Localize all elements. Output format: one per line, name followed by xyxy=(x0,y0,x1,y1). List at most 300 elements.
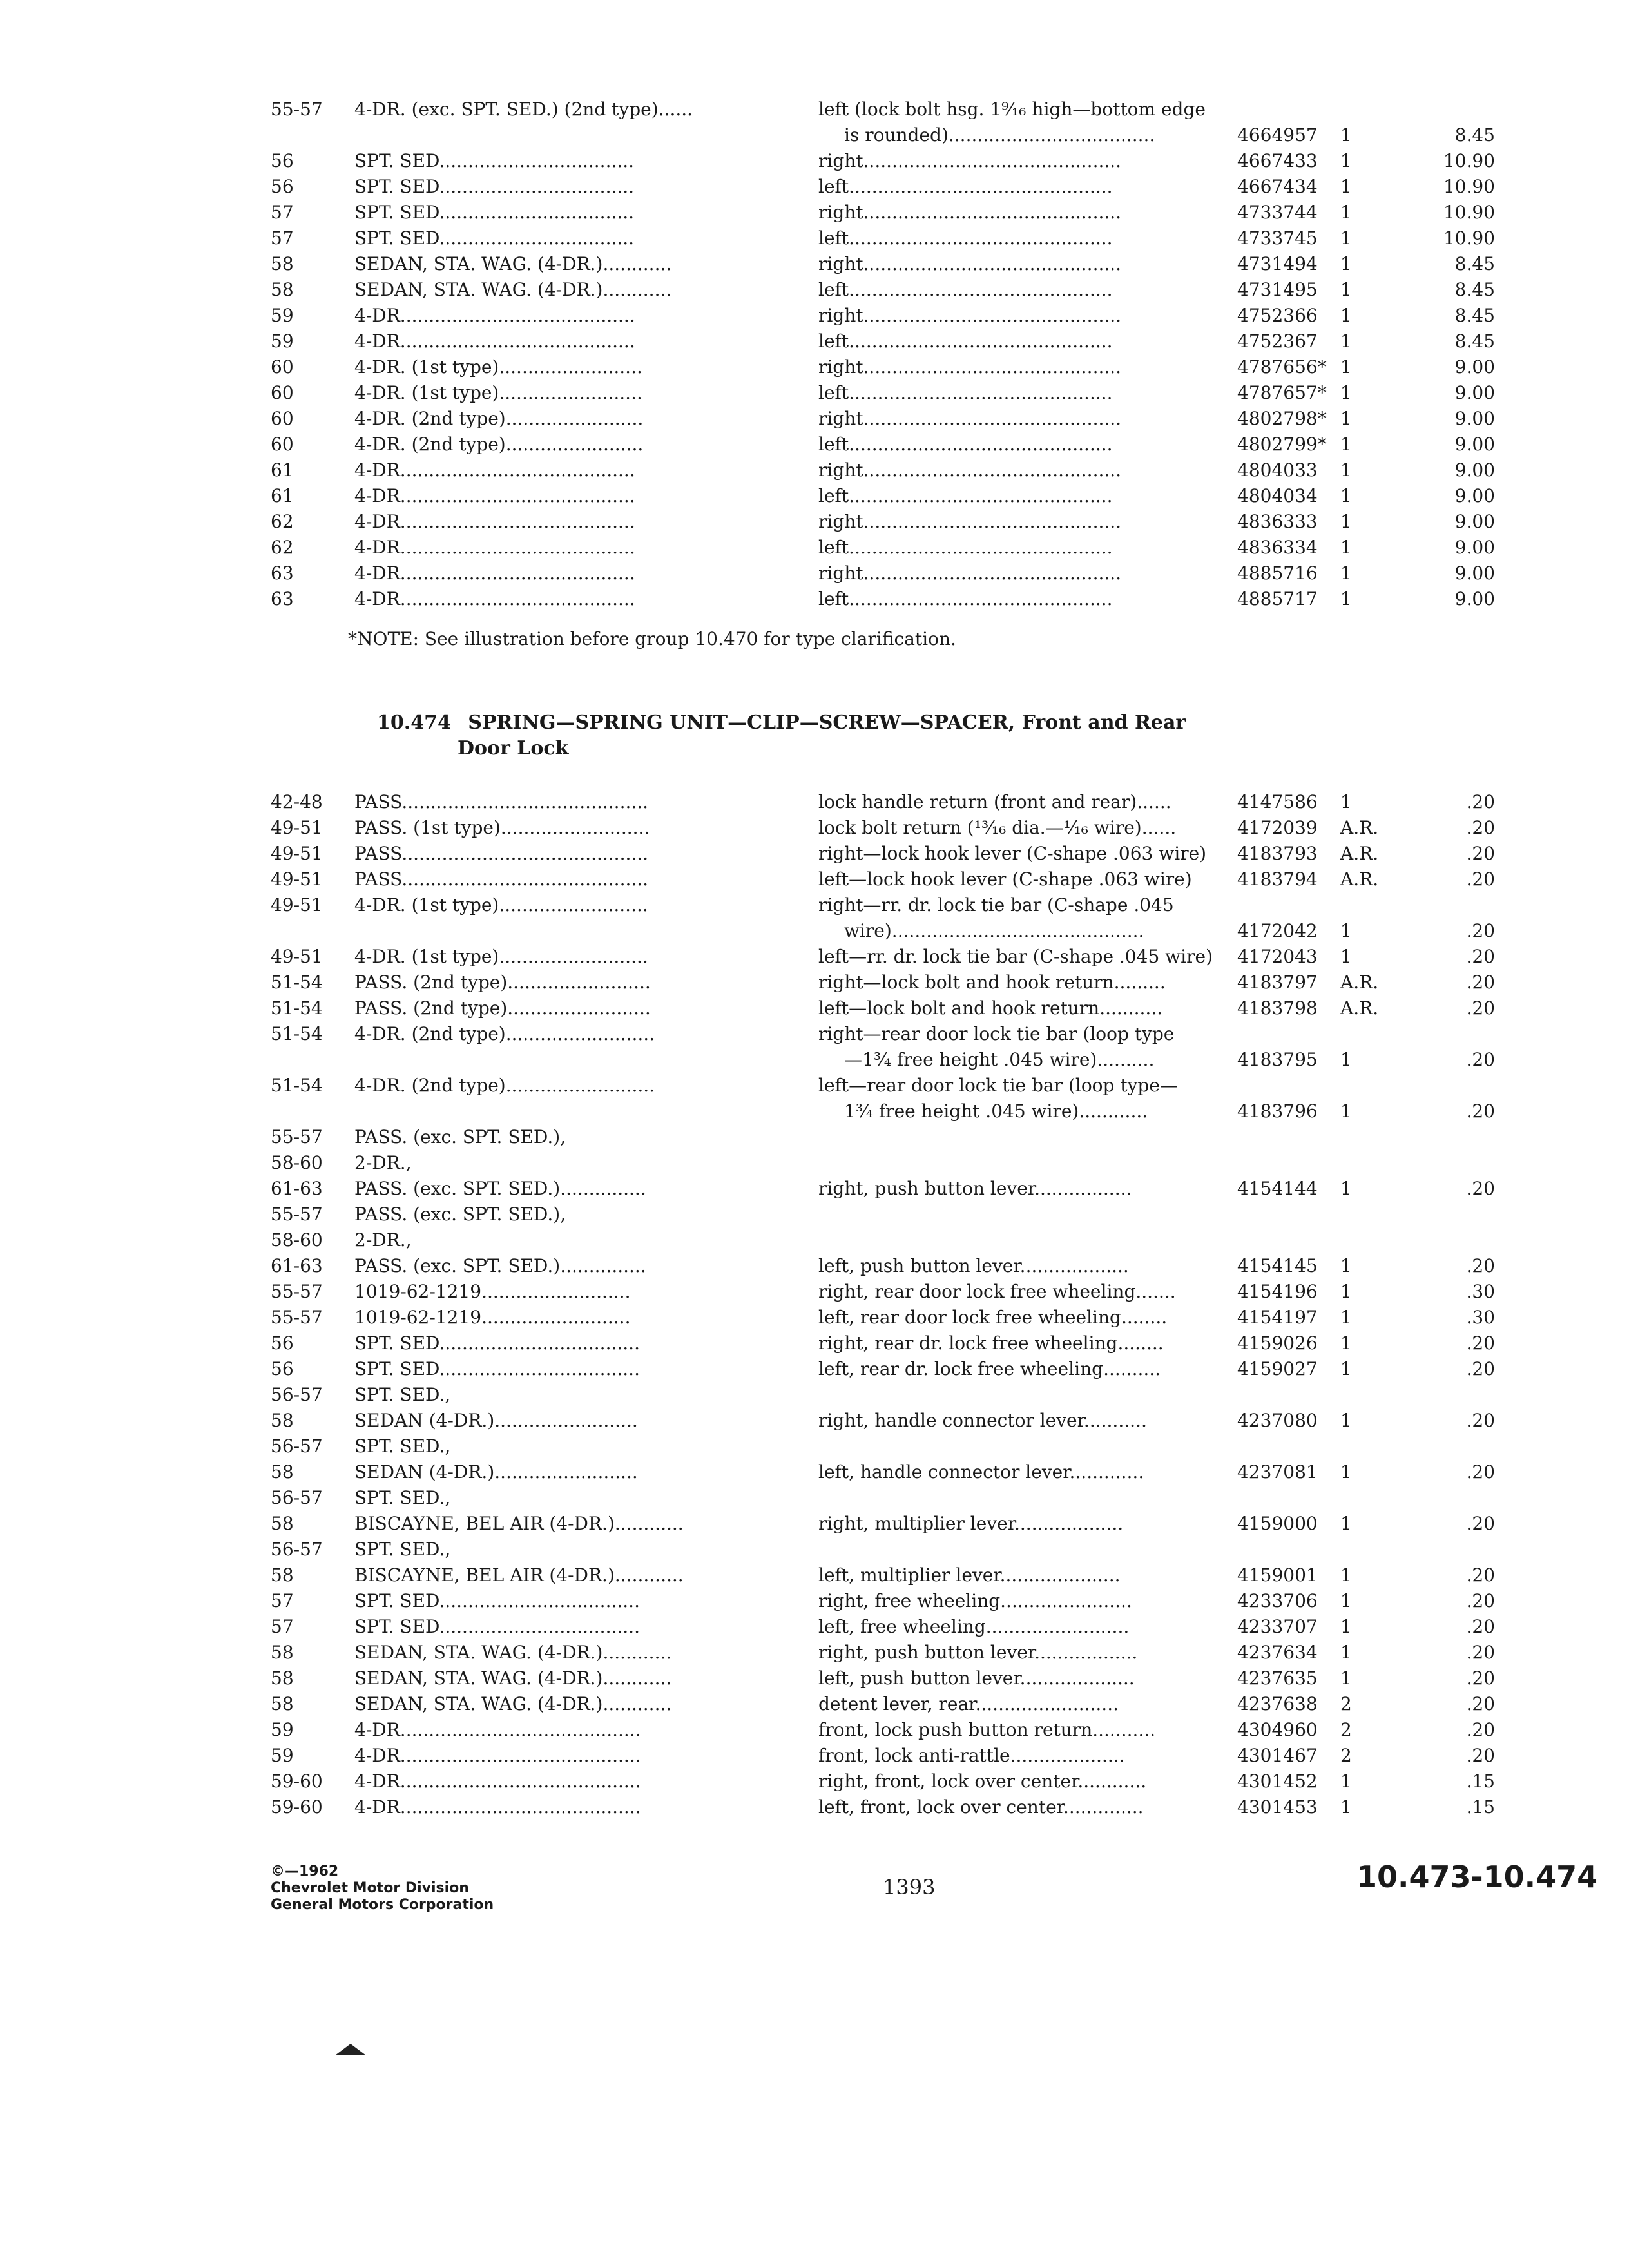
model-year: 55-57 xyxy=(271,1204,323,1225)
model-year: 63 xyxy=(271,588,294,610)
part-number: 4183798 xyxy=(1237,997,1318,1019)
description-line: right............................................. xyxy=(818,562,1122,584)
description-line: left—lock bolt and hook return........... xyxy=(818,997,1163,1019)
model-year: 49-51 xyxy=(271,817,323,838)
model-year: 62 xyxy=(271,511,294,532)
part-number: 4667434 xyxy=(1237,176,1318,197)
table-row xyxy=(271,97,1527,148)
description-line: lock bolt return (¹³⁄₁₆ dia.—¹⁄₁₆ wire)...... xyxy=(818,817,1177,838)
model-year: 59 xyxy=(271,1719,294,1740)
table-row xyxy=(271,1562,1527,1588)
model-year: 58 xyxy=(271,1642,294,1663)
table-row xyxy=(271,1794,1527,1820)
part-number: 4154197 xyxy=(1237,1307,1318,1328)
model-year: 57 xyxy=(271,1590,294,1611)
part-number: 4154144 xyxy=(1237,1178,1318,1199)
model-year: 61 xyxy=(271,485,294,506)
model-year: 55-57 xyxy=(271,1281,323,1302)
model-name: SPT. SED., xyxy=(354,1487,451,1508)
price: .20 xyxy=(1466,817,1495,838)
quantity: 1 xyxy=(1340,459,1352,481)
model-name: PASS. (exc. SPT. SED.), xyxy=(354,1204,566,1225)
model-name: 4-DR......................................... xyxy=(354,485,635,506)
parts-table-top xyxy=(271,97,1527,612)
model-year: 59-60 xyxy=(271,1796,323,1818)
model-year: 61 xyxy=(271,459,294,481)
model-name: PASS........................................... xyxy=(354,869,649,890)
table-row xyxy=(271,1382,1527,1408)
part-number: 4301453 xyxy=(1237,1796,1318,1818)
model-name: PASS. (exc. SPT. SED.)............... xyxy=(354,1255,646,1276)
table-row xyxy=(271,354,1527,380)
description-line: right—lock hook lever (C-shape .063 wire) xyxy=(818,843,1207,864)
price: .20 xyxy=(1466,1667,1495,1689)
price: .20 xyxy=(1466,1513,1495,1534)
model-year: 56 xyxy=(271,1332,294,1354)
quantity: 1 xyxy=(1340,920,1352,941)
description-line: left.............................................. xyxy=(818,434,1113,455)
part-number: 4304960 xyxy=(1237,1719,1318,1740)
model-year: 58 xyxy=(271,1461,294,1483)
table-row xyxy=(271,841,1527,867)
part-number: 4159027 xyxy=(1237,1358,1318,1379)
table-row xyxy=(271,1124,1527,1150)
part-number: 4802799* xyxy=(1237,434,1327,455)
part-number: 4172043 xyxy=(1237,946,1318,967)
model-name: 4-DR.......................................... xyxy=(354,1796,641,1818)
quantity: 1 xyxy=(1340,150,1352,171)
description-line: right, rear door lock free wheeling....... xyxy=(818,1281,1176,1302)
quantity: 1 xyxy=(1340,1642,1352,1663)
description-line: right............................................. xyxy=(818,511,1122,532)
table-row xyxy=(271,1485,1527,1511)
part-number: 4802798* xyxy=(1237,408,1327,429)
model-year: 56 xyxy=(271,150,294,171)
model-name: BISCAYNE, BEL AIR (4-DR.)............ xyxy=(354,1513,684,1534)
model-year: 58 xyxy=(271,1513,294,1534)
description-line: left.............................................. xyxy=(818,382,1113,403)
description-line: left, rear dr. lock free wheeling.......... xyxy=(818,1358,1161,1379)
model-year: 58 xyxy=(271,1667,294,1689)
price: 8.45 xyxy=(1454,124,1495,146)
part-number: 4183794 xyxy=(1237,869,1318,890)
price: .20 xyxy=(1466,1745,1495,1766)
table-row xyxy=(271,1227,1527,1253)
price: .20 xyxy=(1466,1719,1495,1740)
model-name: PASS. (2nd type)......................... xyxy=(354,972,651,993)
model-year: 58 xyxy=(271,1564,294,1586)
model-name: SEDAN, STA. WAG. (4-DR.)............ xyxy=(354,1642,672,1663)
table-row xyxy=(271,1459,1527,1485)
description-line: left—lock hook lever (C-shape .063 wire) xyxy=(818,869,1192,890)
price: 10.90 xyxy=(1443,227,1495,249)
price: 8.45 xyxy=(1454,253,1495,274)
table-row xyxy=(271,251,1527,277)
description-line: left.............................................. xyxy=(818,588,1113,610)
model-name: 4-DR. (2nd type).......................... xyxy=(354,1023,655,1044)
model-name: 4-DR. (2nd type)........................ xyxy=(354,434,644,455)
model-name: PASS. (exc. SPT. SED.), xyxy=(354,1126,566,1148)
part-number: 4787656* xyxy=(1237,356,1327,378)
description-line: left, push button lever................... xyxy=(818,1255,1129,1276)
price: 10.90 xyxy=(1443,176,1495,197)
price: 9.00 xyxy=(1454,434,1495,455)
part-number: 4233706 xyxy=(1237,1590,1318,1611)
model-name: PASS. (2nd type)......................... xyxy=(354,997,651,1019)
model-name: BISCAYNE, BEL AIR (4-DR.)............ xyxy=(354,1564,684,1586)
page-number: 1393 xyxy=(883,1875,936,1899)
quantity: 1 xyxy=(1340,1590,1352,1611)
table-row xyxy=(271,1769,1527,1794)
model-year: 60 xyxy=(271,382,294,403)
quantity: 1 xyxy=(1340,791,1352,812)
table-row xyxy=(271,406,1527,432)
price: .20 xyxy=(1466,1255,1495,1276)
quantity: 1 xyxy=(1340,305,1352,326)
model-name: 4-DR......................................... xyxy=(354,511,635,532)
model-year: 58-60 xyxy=(271,1152,323,1173)
model-year: 56 xyxy=(271,1358,294,1379)
price: .15 xyxy=(1466,1796,1495,1818)
table-row xyxy=(271,1408,1527,1434)
model-year: 63 xyxy=(271,562,294,584)
table-row xyxy=(271,1305,1527,1331)
quantity: 1 xyxy=(1340,562,1352,584)
model-year: 49-51 xyxy=(271,946,323,967)
table-row xyxy=(271,1021,1527,1073)
table-row xyxy=(271,535,1527,561)
model-year: 57 xyxy=(271,1616,294,1637)
description-line: left, rear door lock free wheeling........ xyxy=(818,1307,1168,1328)
price: .20 xyxy=(1466,843,1495,864)
model-year: 42-48 xyxy=(271,791,323,812)
model-name: 4-DR. (1st type)......................... xyxy=(354,356,642,378)
price: 9.00 xyxy=(1454,562,1495,584)
table-row xyxy=(271,1150,1527,1176)
description-line: detent lever, rear......................... xyxy=(818,1693,1119,1715)
price: .20 xyxy=(1466,869,1495,890)
model-name: 4-DR. (1st type).......................... xyxy=(354,946,648,967)
quantity: 1 xyxy=(1340,1358,1352,1379)
quantity: 1 xyxy=(1340,202,1352,223)
table-row xyxy=(271,1356,1527,1382)
price: .20 xyxy=(1466,1590,1495,1611)
model-year: 62 xyxy=(271,537,294,558)
model-year: 58 xyxy=(271,253,294,274)
table-row xyxy=(271,1743,1527,1769)
model-year: 59-60 xyxy=(271,1771,323,1792)
price: .15 xyxy=(1466,1771,1495,1792)
quantity: A.R. xyxy=(1340,997,1379,1019)
quantity: 2 xyxy=(1340,1745,1352,1766)
price: .20 xyxy=(1466,1616,1495,1637)
part-number: 4237635 xyxy=(1237,1667,1318,1689)
model-year: 58 xyxy=(271,1410,294,1431)
table-row xyxy=(271,148,1527,174)
model-year: 49-51 xyxy=(271,843,323,864)
section-number: 10.474 xyxy=(377,711,451,734)
model-name: SPT. SED.................................. xyxy=(354,150,635,171)
part-number: 4752366 xyxy=(1237,305,1318,326)
table-row xyxy=(271,815,1527,841)
quantity: 1 xyxy=(1340,1564,1352,1586)
description-line: right, push button lever.................. xyxy=(818,1642,1138,1663)
table-row xyxy=(271,329,1527,354)
part-number: 4154196 xyxy=(1237,1281,1318,1302)
description-line: 1¾ free height .045 wire)............ xyxy=(844,1100,1148,1122)
description-line: right............................................. xyxy=(818,253,1122,274)
price: 10.90 xyxy=(1443,202,1495,223)
price: .20 xyxy=(1466,946,1495,967)
part-number: 4804033 xyxy=(1237,459,1318,481)
model-name: PASS........................................... xyxy=(354,791,649,812)
description-line: left, multiplier lever..................... xyxy=(818,1564,1121,1586)
model-year: 55-57 xyxy=(271,1307,323,1328)
part-number: 4159026 xyxy=(1237,1332,1318,1354)
part-number: 4154145 xyxy=(1237,1255,1318,1276)
quantity: 1 xyxy=(1340,511,1352,532)
quantity: 1 xyxy=(1340,1307,1352,1328)
model-name: SPT. SED.................................. xyxy=(354,202,635,223)
description-line: left.............................................. xyxy=(818,227,1113,249)
section-heading xyxy=(377,710,1247,762)
part-number: 4836334 xyxy=(1237,537,1318,558)
quantity: A.R. xyxy=(1340,869,1379,890)
table-row xyxy=(271,944,1527,970)
price: .30 xyxy=(1466,1307,1495,1328)
table-row xyxy=(271,1253,1527,1279)
model-name: 4-DR. (1st type)......................... xyxy=(354,382,642,403)
part-number: 4885716 xyxy=(1237,562,1318,584)
part-number: 4183797 xyxy=(1237,972,1318,993)
table-row xyxy=(271,1511,1527,1537)
price: 8.45 xyxy=(1454,331,1495,352)
model-year: 51-54 xyxy=(271,997,323,1019)
table-row xyxy=(271,509,1527,535)
table-row xyxy=(271,483,1527,509)
quantity: 1 xyxy=(1340,1100,1352,1122)
description-line: right............................................. xyxy=(818,356,1122,378)
model-name: 4-DR.......................................... xyxy=(354,1719,641,1740)
description-line: left.............................................. xyxy=(818,176,1113,197)
description-line: left, handle connector lever............. xyxy=(818,1461,1144,1483)
price: .20 xyxy=(1466,1693,1495,1715)
model-year: 57 xyxy=(271,227,294,249)
model-year: 61-63 xyxy=(271,1255,323,1276)
table-row xyxy=(271,1202,1527,1227)
price: 9.00 xyxy=(1454,356,1495,378)
part-number: 4159000 xyxy=(1237,1513,1318,1534)
model-year: 55-57 xyxy=(271,1126,323,1148)
model-name: 4-DR......................................... xyxy=(354,562,635,584)
model-name: 2-DR., xyxy=(354,1229,412,1251)
table-row xyxy=(271,277,1527,303)
part-number: 4301467 xyxy=(1237,1745,1318,1766)
description-line: right—rr. dr. lock tie bar (C-shape .045 xyxy=(818,894,1174,916)
quantity: 1 xyxy=(1340,1461,1352,1483)
quantity: A.R. xyxy=(1340,972,1379,993)
part-number: 4664957 xyxy=(1237,124,1318,146)
table-row xyxy=(271,1279,1527,1305)
quantity: 1 xyxy=(1340,1178,1352,1199)
part-number: 4183795 xyxy=(1237,1049,1318,1070)
part-number: 4885717 xyxy=(1237,588,1318,610)
table-row xyxy=(271,995,1527,1021)
part-number: 4731495 xyxy=(1237,279,1318,300)
price: 9.00 xyxy=(1454,511,1495,532)
price: .20 xyxy=(1466,1410,1495,1431)
description-line: right............................................. xyxy=(818,305,1122,326)
model-year: 61-63 xyxy=(271,1178,323,1199)
description-line: right, rear dr. lock free wheeling........ xyxy=(818,1332,1164,1354)
model-year: 60 xyxy=(271,434,294,455)
model-year: 56-57 xyxy=(271,1539,323,1560)
price: .20 xyxy=(1466,1642,1495,1663)
model-year: 56-57 xyxy=(271,1384,323,1405)
model-year: 60 xyxy=(271,408,294,429)
quantity: 1 xyxy=(1340,331,1352,352)
quantity: 1 xyxy=(1340,356,1352,378)
table-row xyxy=(271,1073,1527,1124)
part-number: 4804034 xyxy=(1237,485,1318,506)
model-name: 4-DR. (1st type).......................... xyxy=(354,894,648,916)
part-number: 4172042 xyxy=(1237,920,1318,941)
quantity: 1 xyxy=(1340,946,1352,967)
quantity: 1 xyxy=(1340,588,1352,610)
table-row xyxy=(271,1176,1527,1202)
quantity: 1 xyxy=(1340,485,1352,506)
table-row xyxy=(271,970,1527,995)
table-row xyxy=(271,1331,1527,1356)
type-note: *NOTE: See illustration before group 10.470 for type clarification. xyxy=(348,628,956,649)
price: 9.00 xyxy=(1454,382,1495,403)
publisher-block xyxy=(271,1863,494,1914)
section-title: SPRING—SPRING UNIT—CLIP—SCREW—SPACER, Front and Rear xyxy=(468,711,1186,734)
quantity: 1 xyxy=(1340,1410,1352,1431)
model-name: 4-DR. (2nd type).......................... xyxy=(354,1075,655,1096)
model-name: 4-DR.......................................... xyxy=(354,1745,641,1766)
quantity: 1 xyxy=(1340,176,1352,197)
quantity: 1 xyxy=(1340,434,1352,455)
table-row xyxy=(271,789,1527,815)
part-number: 4787657* xyxy=(1237,382,1327,403)
table-row xyxy=(271,1434,1527,1459)
model-name: SPT. SED., xyxy=(354,1539,451,1560)
table-row xyxy=(271,1537,1527,1562)
price: .20 xyxy=(1466,1564,1495,1586)
price: .20 xyxy=(1466,791,1495,812)
description-line: left (lock bolt hsg. 1⁹⁄₁₆ high—bottom edge xyxy=(818,99,1206,120)
model-year: 56-57 xyxy=(271,1487,323,1508)
registration-mark-icon xyxy=(335,2044,366,2055)
price: 9.00 xyxy=(1454,537,1495,558)
model-name: PASS. (exc. SPT. SED.)............... xyxy=(354,1178,646,1199)
description-line: wire)............................................ xyxy=(844,920,1144,941)
table-row xyxy=(271,1666,1527,1691)
part-number: 4752367 xyxy=(1237,331,1318,352)
description-line: left, front, lock over center.............. xyxy=(818,1796,1144,1818)
price: .20 xyxy=(1466,920,1495,941)
model-year: 59 xyxy=(271,305,294,326)
copyright: ©—1962 xyxy=(271,1863,339,1879)
description-line: is rounded).................................... xyxy=(844,124,1155,146)
part-number: 4183793 xyxy=(1237,843,1318,864)
model-name: SEDAN (4-DR.)......................... xyxy=(354,1410,638,1431)
model-name: 4-DR. (exc. SPT. SED.) (2nd type)...... xyxy=(354,99,693,120)
division-name: Chevrolet Motor Division xyxy=(271,1880,469,1896)
model-name: SPT. SED................................... xyxy=(354,1332,640,1354)
part-number: 4237081 xyxy=(1237,1461,1318,1483)
model-name: SPT. SED................................... xyxy=(354,1590,640,1611)
price: .20 xyxy=(1466,1178,1495,1199)
model-year: 59 xyxy=(271,331,294,352)
table-row xyxy=(271,200,1527,226)
quantity: 1 xyxy=(1340,408,1352,429)
price: .20 xyxy=(1466,1100,1495,1122)
model-name: PASS........................................... xyxy=(354,843,649,864)
description-line: right............................................. xyxy=(818,150,1122,171)
part-number: 4183796 xyxy=(1237,1100,1318,1122)
table-row xyxy=(271,867,1527,892)
model-name: 4-DR......................................... xyxy=(354,305,635,326)
parts-table-bottom xyxy=(271,789,1527,1820)
model-name: 1019-62-1219.......................... xyxy=(354,1307,631,1328)
description-line: lock handle return (front and rear)...... xyxy=(818,791,1171,812)
description-line: right—lock bolt and hook return......... xyxy=(818,972,1166,993)
price: .20 xyxy=(1466,1461,1495,1483)
section-reference: 10.473-10.474 xyxy=(1356,1860,1598,1894)
part-number: 4147586 xyxy=(1237,791,1318,812)
table-row xyxy=(271,380,1527,406)
description-line: front, lock anti-rattle.................... xyxy=(818,1745,1125,1766)
part-number: 4836333 xyxy=(1237,511,1318,532)
model-name: PASS. (1st type).......................... xyxy=(354,817,650,838)
model-name: 4-DR......................................... xyxy=(354,588,635,610)
description-line: right—rear door lock tie bar (loop type xyxy=(818,1023,1175,1044)
model-year: 57 xyxy=(271,202,294,223)
model-year: 51-54 xyxy=(271,1075,323,1096)
table-row xyxy=(271,174,1527,200)
description-line: left.............................................. xyxy=(818,279,1113,300)
part-number: 4159001 xyxy=(1237,1564,1318,1586)
model-year: 56-57 xyxy=(271,1436,323,1457)
model-year: 56 xyxy=(271,176,294,197)
model-year: 59 xyxy=(271,1745,294,1766)
model-name: SEDAN, STA. WAG. (4-DR.)............ xyxy=(354,1693,672,1715)
description-line: right............................................. xyxy=(818,408,1122,429)
part-number: 4733745 xyxy=(1237,227,1318,249)
table-row xyxy=(271,892,1527,944)
description-line: right............................................. xyxy=(818,202,1122,223)
description-line: right, free wheeling....................... xyxy=(818,1590,1132,1611)
quantity: 2 xyxy=(1340,1693,1352,1715)
description-line: left—rear door lock tie bar (loop type— xyxy=(818,1075,1178,1096)
description-line: left, push button lever.................... xyxy=(818,1667,1135,1689)
price: 8.45 xyxy=(1454,305,1495,326)
description-line: left.............................................. xyxy=(818,485,1113,506)
table-row xyxy=(271,457,1527,483)
price: .30 xyxy=(1466,1281,1495,1302)
quantity: 2 xyxy=(1340,1719,1352,1740)
quantity: 1 xyxy=(1340,1255,1352,1276)
description-line: left.............................................. xyxy=(818,537,1113,558)
quantity: 1 xyxy=(1340,1771,1352,1792)
model-year: 60 xyxy=(271,356,294,378)
model-year: 51-54 xyxy=(271,972,323,993)
table-row xyxy=(271,1640,1527,1666)
model-name: 4-DR......................................... xyxy=(354,331,635,352)
model-name: SEDAN, STA. WAG. (4-DR.)............ xyxy=(354,253,672,274)
